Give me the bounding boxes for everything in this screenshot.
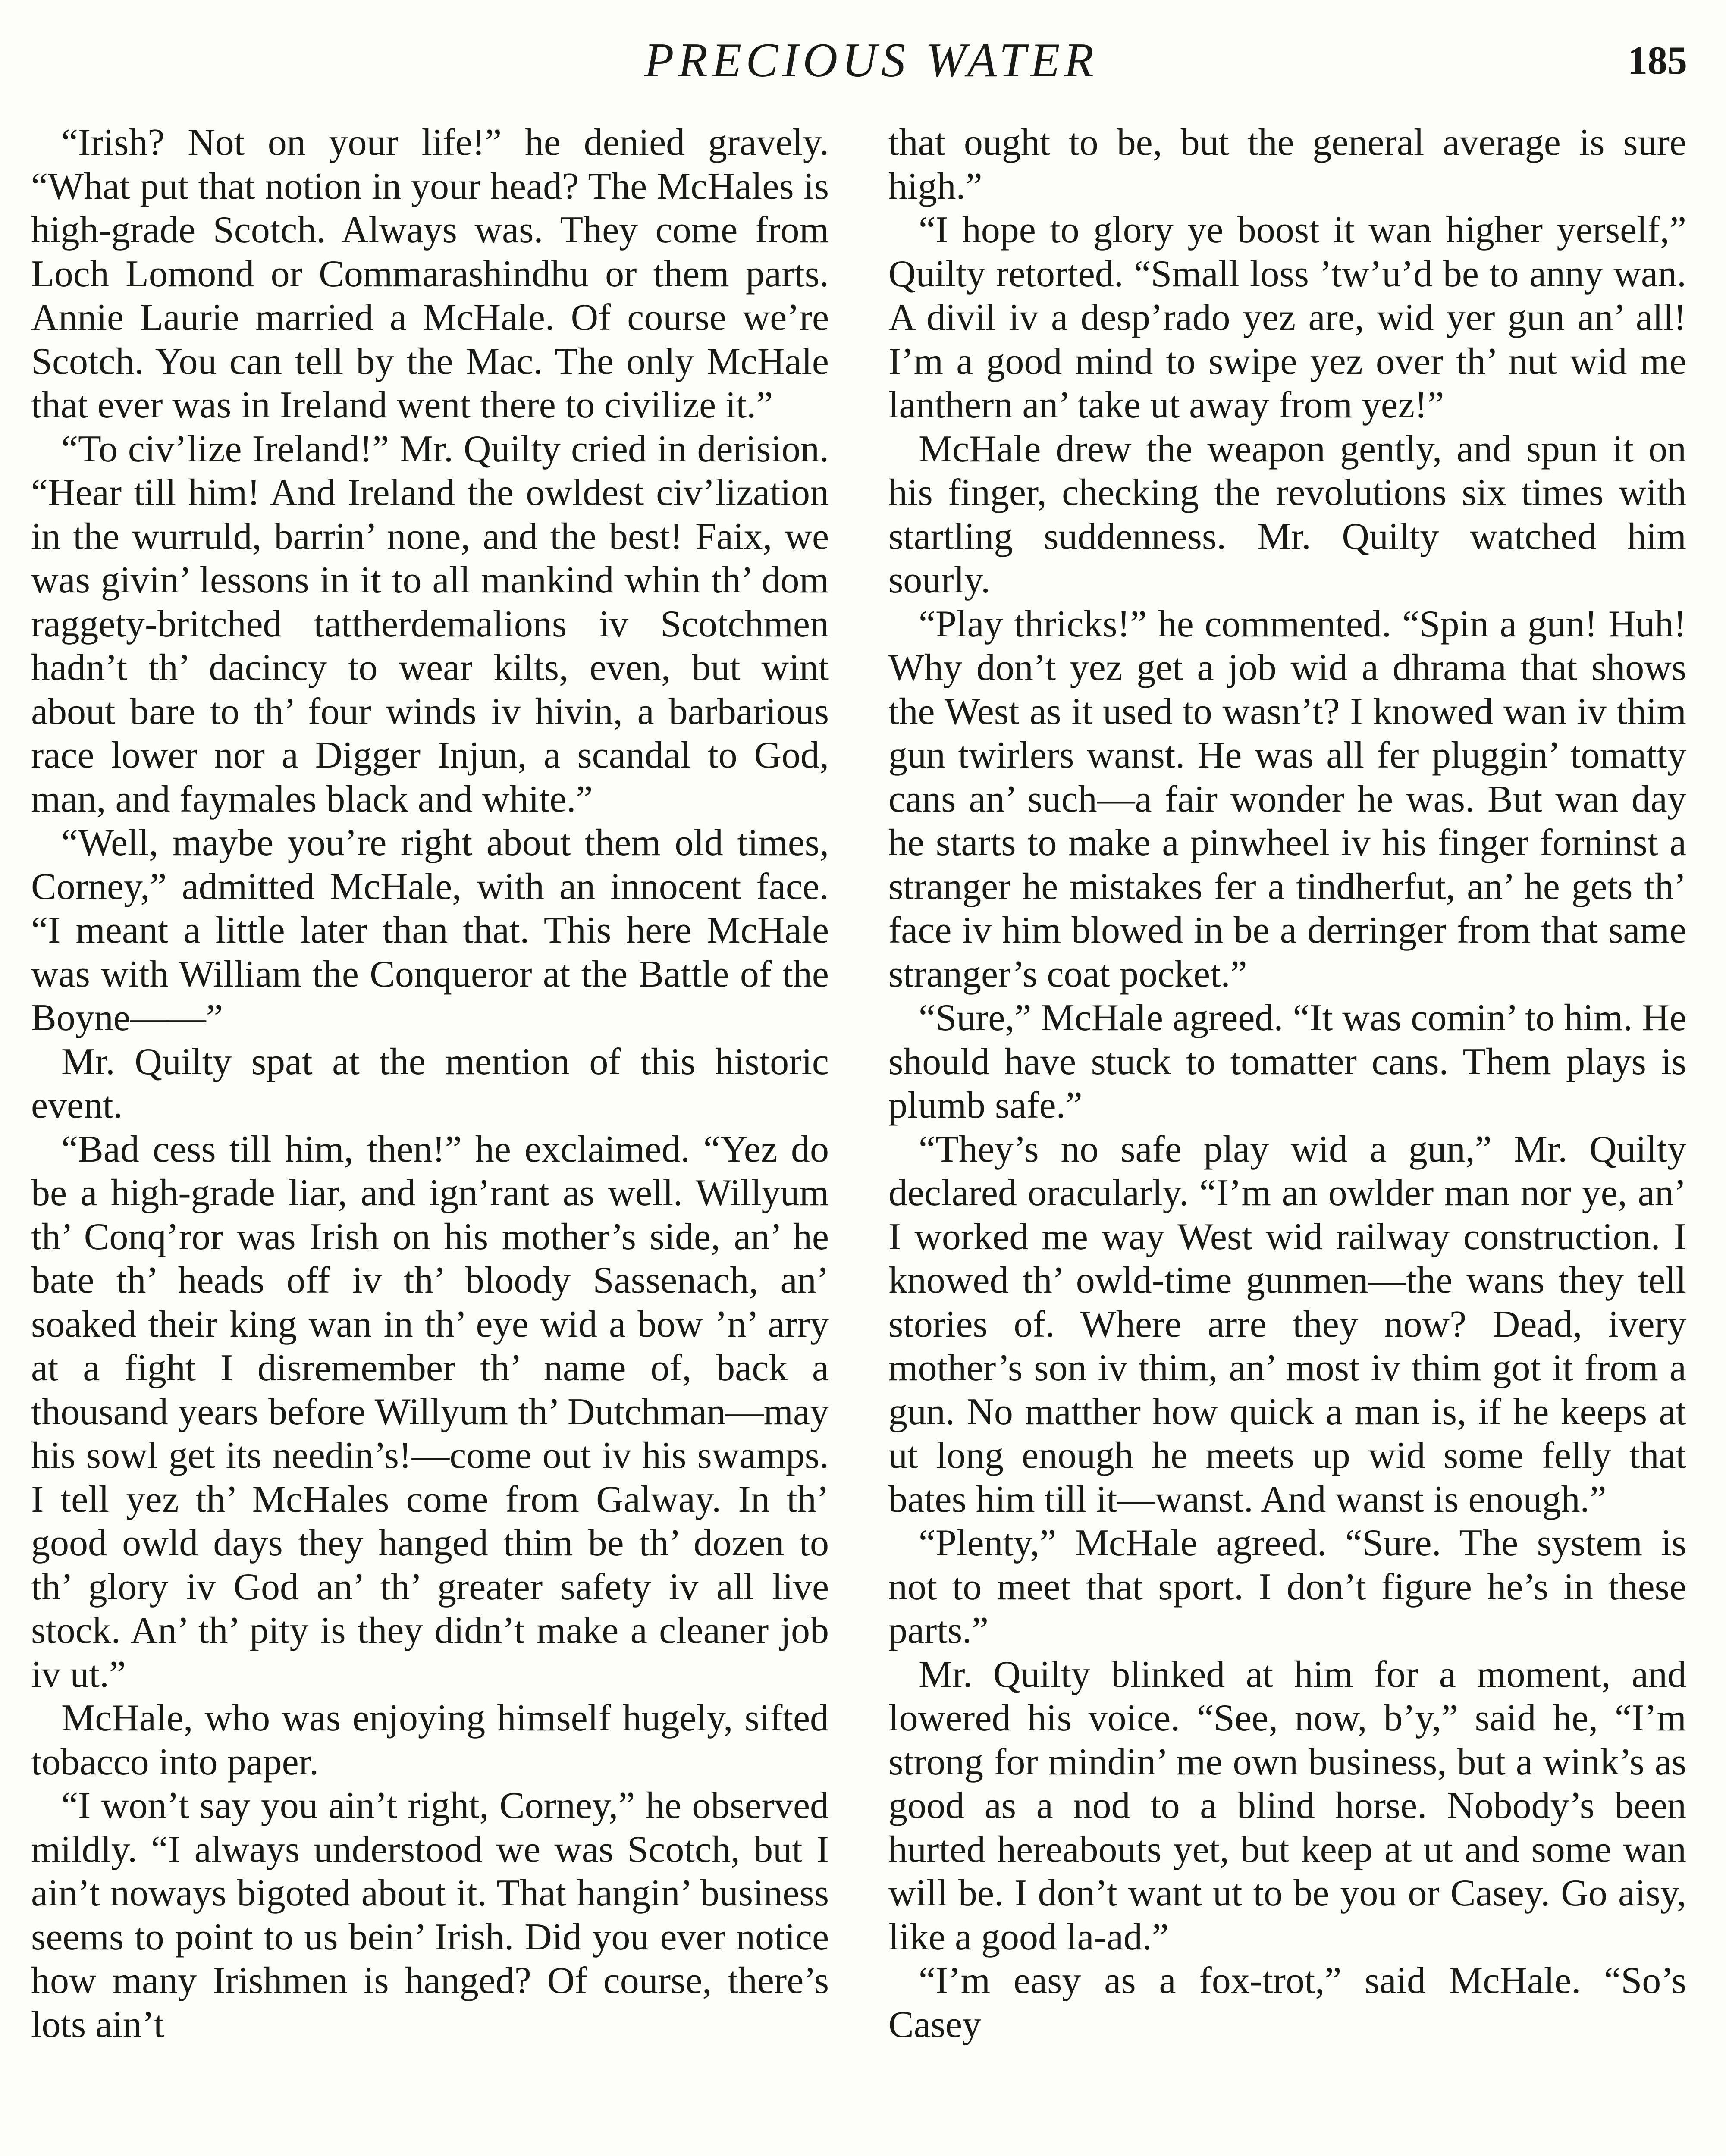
paragraph: “Bad cess till him, then!” he exclaimed. “Yez do be a high-grade liar, and ign’rant as well. Willyum th’ Conq’ror was Irish on his mother’s side, an’ he bate th’ heads off iv th’ bloody Sassenach, an’ soaked their king wan in th’ eye wid a bow ’n’ arry at a fight I disremember th’ name of, back a thousand years before Willyum th’ Dutchman—may his sowl get its needin’s!—come out iv his swamps. I tell yez th’ McHales come from Galway. In th’ good owld days they hanged thim be th’ dozen to th’ glory iv God an’ th’ greater safety iv all live stock. An’ th’ pity is they didn’t make a cleaner job iv ut.” [31, 1128, 829, 1695]
left-text-column [31, 121, 829, 2156]
paragraph: Mr. Quilty spat at the mention of this historic event. [31, 1040, 829, 1126]
paragraph: “To civ’lize Ireland!” Mr. Quilty cried in derision. “Hear till him! And Ireland the owldest civ’lization in the wurruld, barrin’ none, and the best! Faix, we was givin’ lessons in it to all mankind whin th’ dom raggety-britched tattherdemalions iv Scotchmen hadn’t th’ dacincy to wear kilts, even, but wint about bare to th’ four winds iv hivin, a barbarious race lower nor a Digger Injun, a scandal to God, man, and faymales black and white.” [31, 428, 829, 820]
paragraph: “Irish? Not on your life!” he denied gravely. “What put that notion in your head? The McHales is high-grade Scotch. Always was. They come from Loch Lomond or Commarashindhu or them parts. Annie Laurie married a McHale. Of course we’re Scotch. You can tell by the Mac. The only McHale that ever was in Ireland went there to civilize it.” [31, 122, 829, 426]
paragraph: “Sure,” McHale agreed. “It was comin’ to him. He should have stuck to tomatter cans. Them plays is plumb safe.” [888, 997, 1686, 1126]
page-number: 185 [1628, 38, 1687, 82]
paragraph-continued: that ought to be, but the general average is sure high.” [888, 122, 1686, 207]
paragraph: “I won’t say you ain’t right, Corney,” he observed mildly. “I always understood we was Scotch, but I ain’t noways bigoted about it. That hangin’ business seems to point to us bein’ Irish. Did you ever notice how many Irishmen is hanged? Of course, there’s lots ain’t [31, 1785, 829, 2046]
paragraph: “Play thricks!” he commented. “Spin a gun! Huh! Why don’t yez get a job wid a dhrama that shows the West as it used to wasn’t? I knowed wan iv thim gun twirlers wanst. He was all fer pluggin’ tomatty cans an’ such—a fair wonder he was. But wan day he starts to make a pinwheel iv his finger forninst a stranger he mistakes fer a tindherfut, an’ he gets th’ face iv him blowed in be a derringer from that same stranger’s coat pocket.” [888, 603, 1686, 995]
running-title: PRECIOUS WATER [644, 34, 1098, 87]
paragraph: McHale, who was enjoying himself hugely, sifted tobacco into paper. [31, 1697, 829, 1783]
paragraph: McHale drew the weapon gently, and spun it on his finger, checking the revolutions six times with startling suddenness. Mr. Quilty watched him sourly. [888, 428, 1686, 601]
paragraph: “I hope to glory ye boost it wan higher yerself,” Quilty retorted. “Small loss ’tw’u’d be to anny wan. A divil iv a desp’rado yez are, wid yer gun an’ all! I’m a good mind to swipe yez over th’ nut wid me lanthern an’ take ut away from yez!” [888, 209, 1686, 426]
paragraph: “I’m easy as a fox-trot,” said McHale. “So’s Casey [888, 1960, 1686, 2046]
running-head [0, 30, 1726, 91]
paragraph: Mr. Quilty blinked at him for a moment, and lowered his voice. “See, now, b’y,” said he, “I’m strong for mindin’ me own business, but a wink’s as good as a nod to a blind horse. Nobody’s been hurted hereabouts yet, but keep at ut and some wan will be. I don’t want ut to be you or Casey. Go aisy, like a good la-ad.” [888, 1653, 1686, 1958]
paragraph: “They’s no safe play wid a gun,” Mr. Quilty declared oracularly. “I’m an owlder man nor ye, an’ I worked me way West wid railway construction. I knowed th’ owld-time gunmen—the wans they tell stories of. Where arre they now? Dead, ivery mother’s son iv thim, an’ most iv thim got it from a gun. No matther how quick a man is, if he keeps at ut long enough he meets up wid some felly that bates him till it—wanst. And wanst is enough.” [888, 1128, 1686, 1520]
paragraph: “Well, maybe you’re right about them old times, Corney,” admitted McHale, with an innocent face. “I meant a little later than that. This here McHale was with William the Conqueror at the Battle of the Boyne——” [31, 822, 829, 1039]
right-text-column [888, 121, 1686, 2156]
paragraph: “Plenty,” McHale agreed. “Sure. The system is not to meet that sport. I don’t figure he’s in these parts.” [888, 1522, 1686, 1651]
